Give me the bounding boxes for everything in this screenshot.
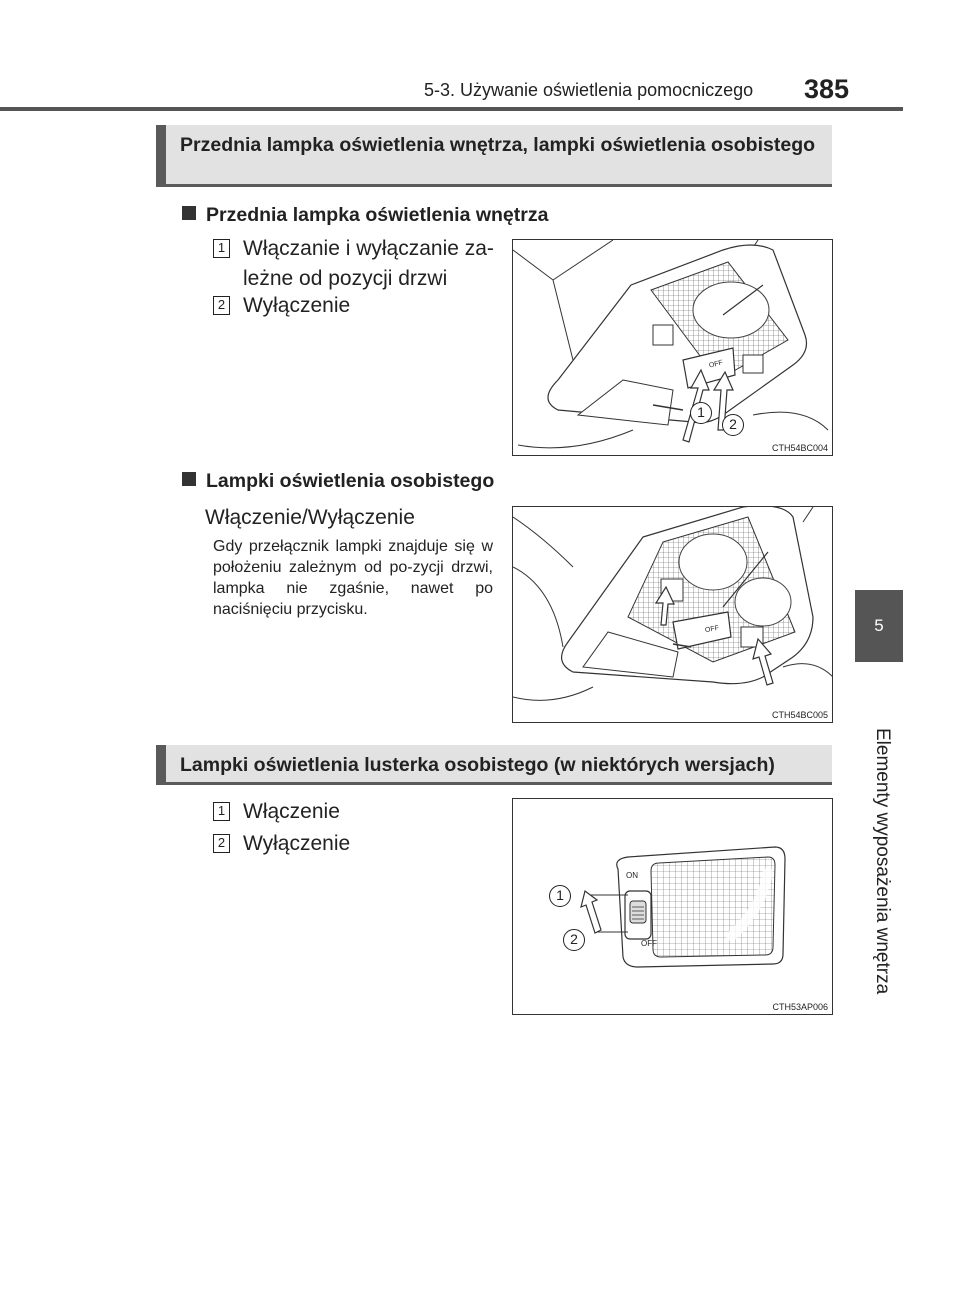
off-label: OFF [641, 939, 657, 948]
figure-personal-lamps [512, 506, 833, 723]
subheading-front-lamp-text: Przednia lampka oświetlenia wnętrza [206, 204, 549, 226]
subheading-personal-lamps [182, 470, 494, 493]
figure-callout-1: 1 [549, 885, 571, 907]
figure-code: CTH53AP006 [772, 1002, 828, 1012]
figure-vanity-lamp [512, 798, 833, 1015]
page-number: 385 [804, 74, 850, 104]
note-text: Gdy przełącznik lampki znajduje się w położeniu zależnym od po-zycji drzwi, lampka nie zgaśnie, nawet po naciśnięciu przycisku. [213, 538, 493, 618]
front-lamp-illustration [513, 240, 833, 456]
chapter-tab: 5 [855, 590, 903, 662]
bullet-square-icon [182, 472, 196, 486]
bullet-square-icon [182, 206, 196, 220]
switch-off-label: OFF [704, 624, 720, 635]
figure-callout-2: 2 [722, 414, 744, 436]
item-number-1: 1 [213, 239, 230, 258]
chapter-title-vertical: Elementy wyposażenia wnętrza [872, 728, 893, 995]
figure-front-interior-lamp [512, 239, 833, 456]
item-number-2: 2 [213, 296, 230, 315]
on-label: ON [626, 871, 638, 880]
vanity-lamp-illustration [513, 799, 833, 1015]
figure-callout-1: 1 [690, 402, 712, 424]
item-text-off: Wyłączenie [243, 294, 351, 317]
section-heading-1: Przednia lampka oświetlenia wnętrza, lampki oświetlenia osobistego [156, 125, 832, 187]
personal-lamps-illustration [513, 507, 833, 723]
item-text-on-off: Włączenie/Wyłączenie [205, 506, 415, 529]
figure-code: CTH54BC005 [771, 710, 828, 720]
subheading-personal-lamps-text: Lampki oświetlenia osobistego [206, 470, 495, 492]
section-heading-2: Lampki oświetlenia lusterka osobistego (w niektórych wersjach) [156, 745, 832, 785]
item-text-on: Włączenie [243, 800, 340, 823]
subheading-front-lamp [182, 204, 548, 227]
running-header-title: 5-3. Używanie oświetlenia pomocniczego [424, 80, 754, 100]
figure-code: CTH54BC004 [771, 443, 828, 453]
item-text-off: Wyłączenie [243, 832, 351, 855]
figure-callout-2: 2 [563, 929, 585, 951]
item-number-2: 2 [213, 834, 230, 853]
item-number-1: 1 [213, 802, 230, 821]
switch-off-label: OFF [708, 359, 724, 370]
header-rule [0, 107, 903, 111]
item-text-door-position: Włączanie i wyłączanie za-leżne od pozycji drzwi [243, 237, 494, 290]
